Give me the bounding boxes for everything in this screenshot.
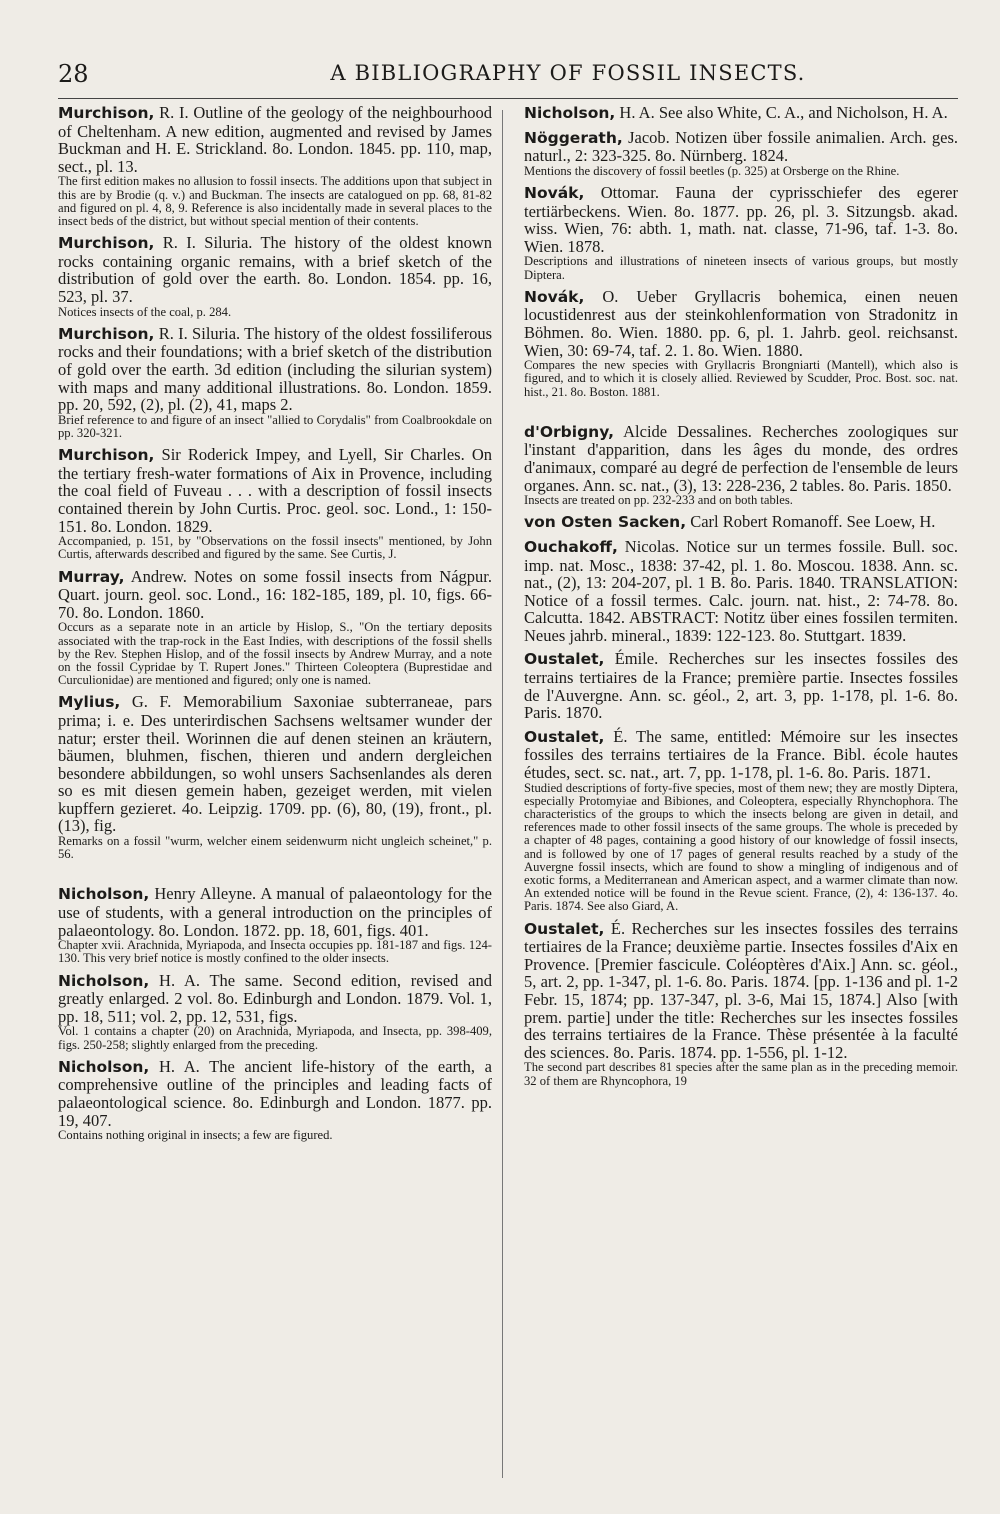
author-name: Nicholson,: [58, 885, 150, 904]
citation-text: R. I. Siluria. The history of the oldest fossiliferous rocks and their foundations; with a brief sketch of the distribution of gold over the earth. 3d edition (including the silurian system) with maps and many additional illustrations. 8o. London. 1859. pp. 20, 592, (2), pl. (2), 41, maps 2.: [58, 323, 492, 415]
bibliography-entry: [58, 446, 492, 561]
citation-text: Henry Alleyne. A manual of palaeontology for the use of students, with a general introduction on the principles of palaeontology. 8o. London. 1872. pp. 18, 601, figs. 401.: [58, 884, 492, 940]
author-name: Murchison,: [58, 446, 155, 465]
citation-text: H. A. See also White, C. A., and Nicholson, H. A.: [615, 103, 948, 122]
entry-citation: [524, 288, 958, 359]
entry-citation: [524, 728, 958, 782]
citation-text: H. A. The same. Second edition, revised and greatly enlarged. 2 vol. 8o. Edinburgh and London. 1879. Vol. 1, pp. 18, 511; vol. 2, pp. 12, 531, figs.: [58, 970, 492, 1026]
author-name: Oustalet,: [524, 919, 605, 938]
citation-text: É. The same, entitled: Mémoire sur les insectes fossiles des terrains tertiaires de la France. Bibl. école hautes études, sect. sc. nat., art. 7, pp. 1-178, pl. 1-6. 8o. Paris. 1871.: [524, 726, 958, 783]
entry-spacer: [58, 867, 492, 885]
bibliography-entry: [524, 650, 958, 721]
bibliography-entry: [524, 129, 958, 178]
author-name: Murchison,: [58, 324, 155, 343]
entry-note: Notices insects of the coal, p. 284.: [58, 304, 232, 319]
entry-note: Remarks on a fossil "wurm, welcher einem seidenwurm nicht ungleich scheinet," p. 56.: [58, 834, 492, 862]
running-title: A BIBLIOGRAPHY OF FOSSIL INSECTS.: [330, 61, 806, 85]
entry-note: Studied descriptions of forty-five species, most of them new; they are mostly Diptera, especially Protomyiae and Bibiones, and Coleoptera, especially Rhynchophora. The characteristics of the groups to which the insects belong are given in detail, and references made to other fossil insects of the same groups. The whole is preceded by a chapter of 48 pages, containing a good history of our knowledge of fossil insects, and is followed by one of 17 pages of general results reached by a study of the Auvergne fossil insects, which are found to show a mingling of indigenous and of exotic forms, a Mediterranean and American aspect, and a warmer climate than now. An extended notice will be found in the Revue scient. France, (2), 4: 136-137. 4o. Paris. 1874. See also Giard, A.: [524, 780, 958, 914]
bibliography-entry: [58, 972, 492, 1052]
entry-citation: [58, 885, 492, 939]
author-name: Nicholson,: [524, 104, 616, 122]
entry-citation: [524, 538, 958, 645]
citation-text: Andrew. Notes on some fossil insects from Nágpur. Quart. journ. geol. soc. Lond., 16: 182-185, 189, pl. 10, figs. 66-70. 8o. London. 1860.: [58, 566, 492, 622]
entry-citation: [524, 184, 958, 255]
author-name: Murchison,: [58, 104, 155, 122]
entry-note: Accompanied, p. 151, by "Observations on the fossil insects" mentioned, by John Curtis, afterwards described and figured by the same. See Curtis, J.: [58, 534, 492, 562]
entry-note: Vol. 1 contains a chapter (20) on Arachnida, Myriapoda, and Insecta, pp. 398-409, figs. 250-258; slightly enlarged from the preceding.: [58, 1024, 492, 1052]
author-name: Murray,: [58, 567, 125, 586]
entry-citation: [524, 129, 958, 165]
entry-citation: [58, 446, 492, 535]
bibliography-entry: [58, 325, 492, 440]
column-divider: [502, 110, 503, 1478]
author-name: Mylius,: [58, 693, 121, 712]
right-column: [524, 104, 958, 1094]
citation-text: Nicolas. Notice sur un termes fossile. Bull. soc. imp. nat. Mosc., 1838: 37-42, pl. 1. 8o. Moscou. 1838. Ann. sc. nat., (2), 13: 204-207, pl. 1 B. 8o. Paris. 1840. TRANSLATION: Notice of a fossil termes. Calc. journ. nat. hist., 2: 74-78. 8o. Calcutta. 1842. ABSTRACT: Notitz über eines fossilen termiten. Neues jahrb. mineral., 1839: 122-123. 8o. Stuttgart. 1839.: [524, 536, 958, 645]
author-name: Oustalet,: [524, 650, 605, 669]
author-name: Nöggerath,: [524, 128, 623, 147]
entry-note: Contains nothing original in insects; a few are figured.: [58, 1128, 333, 1143]
bibliography-entry: [58, 693, 492, 861]
bibliography-entry: [524, 513, 958, 532]
author-name: von Osten Sacken,: [524, 513, 687, 532]
entry-note: Compares the new species with Gryllacris Brongniarti (Mantell), which also is figured, and to which it is closely allied. Reviewed by Scudder, Proc. Bost. soc. nat. hist., 21. 8o. Boston. 1881.: [524, 358, 958, 399]
author-name: Nicholson,: [58, 971, 150, 990]
entry-citation: [58, 104, 492, 175]
citation-text: R. I. Siluria. The history of the oldest known rocks containing organic remains, with a brief sketch of the distribution of gold over the earth. 8o. London. 1854. pp. 16, 523, pl. 37.: [58, 233, 492, 306]
author-name: Ouchakoff,: [524, 537, 618, 556]
citation-text: Émile. Recherches sur les insectes fossiles des terrains tertiaires de la France; première partie. Insectes fossiles de l'Auvergne. Ann. sc. géol., 2, art. 3, pp. 1-178, pl. 1-6. 8o. Paris. 1870.: [524, 649, 958, 723]
citation-text: Alcide Dessalines. Recherches zoologiques sur l'instant d'apparition, dans les âges du monde, des ordres d'animaux, comparé au degré de perfection de l'ensemble de leurs organes. Ann. sc. nat., (3), 13: 228-236, 2 tables. 8o. Paris. 1850.: [524, 421, 958, 495]
left-column: [58, 104, 492, 1148]
entry-citation: [524, 650, 958, 721]
entry-note: The first edition makes no allusion to fossil insects. The additions upon that subject in this are by Brodie (q. v.) and Buckman. The insects are catalogued on pp. 68, 81-82 and figured on pl. 4, 8, 9. Reference is also incidentally made in several places to the insect beds of the district, but without special mention of their contents.: [58, 174, 492, 228]
entry-citation: [524, 104, 958, 123]
author-name: Nicholson,: [58, 1057, 150, 1076]
entry-citation: [58, 234, 492, 305]
citation-text: Ottomar. Fauna der cyprisschiefer des egerer tertiärbeckens. Wien. 8o. 1877. pp. 26, pl. 3. Sitzungsb. akad. wiss. Wien, 76: abth. 1, math. nat. classe, 71-96, taf. 1-3. 8o. Wien. 1878.: [524, 182, 958, 256]
bibliography-entry: [58, 568, 492, 688]
entry-citation: [58, 972, 492, 1026]
entry-citation: [524, 423, 958, 494]
entry-citation: [58, 568, 492, 622]
bibliography-entry: [524, 104, 958, 123]
bibliography-entry: [524, 184, 958, 282]
bibliography-entry: [58, 104, 492, 228]
entry-note: The second part describes 81 species after the same plan as in the preceding memoir. 32 of them are Rhyncophora, 19: [524, 1060, 958, 1088]
entry-note: Insects are treated on pp. 232-233 and on both tables.: [524, 493, 793, 508]
citation-text: Carl Robert Romanoff. See Loew, H.: [686, 512, 936, 532]
citation-text: Jacob. Notizen über fossile animalien. Arch. ges. naturl., 2: 323-325. 8o. Nürnberg. 1824.: [524, 127, 958, 166]
citation-text: Sir Roderick Impey, and Lyell, Sir Charles. On the tertiary fresh-water formations of Aix in Provence, including the coal field of Fuveau . . . with a description of fossil insects contained therein by John Curtis. Proc. geol. soc. Lond., 1: 150-151. 8o. London. 1829.: [58, 445, 492, 536]
entry-citation: [58, 325, 492, 414]
author-name: Novák,: [524, 287, 585, 306]
author-name: d'Orbigny,: [524, 422, 614, 441]
bibliography-entry: [524, 288, 958, 399]
bibliography-entry: [58, 885, 492, 965]
citation-text: R. I. Outline of the geology of the neighbourhood of Cheltenham. A new edition, augmented and revised by James Buckman and H. E. Strickland. 8o. London. 1845. pp. 110, map, sect., pl. 13.: [58, 103, 492, 176]
bibliography-entry: [524, 728, 958, 914]
bibliography-entry: [58, 1058, 492, 1143]
citation-text: O. Ueber Gryllacris bohemica, einen neuen locustidenrest aus der steinkohlenformation von Stradonitz in Böhmen. 8o. Wien. 1880. pp. 6, pl. 1. Jahrb. geol. reichsanst. Wien, 30: 69-74, taf. 2. 1. 8o. Wien. 1880.: [524, 286, 958, 360]
entry-note: Mentions the discovery of fossil beetles (p. 325) at Orsberge on the Rhine.: [524, 163, 900, 178]
author-name: Oustalet,: [524, 727, 605, 746]
entry-citation: [58, 693, 492, 835]
bibliography-entry: [524, 920, 958, 1088]
page-header: [58, 58, 958, 99]
author-name: Murchison,: [58, 234, 155, 253]
entry-note: Brief reference to and figure of an insect "allied to Corydalis" from Coalbrookdale on pp. 320-321.: [58, 412, 492, 440]
entry-citation: [58, 1058, 492, 1129]
entry-spacer: [524, 405, 958, 423]
entry-note: Occurs as a separate note in an article by Hislop, S., "On the tertiary deposits associated with the trap-rock in the East Indies, with descriptions of the fossil shells by the Rev. Stephen Hislop, and of the fossil insects by Andrew Murray, and a note on the fossil Cypridae by T. Rupert Jones." Thirteen Coleoptera (Buprestidae and Curculionidae) are mentioned and figured; only one is named.: [58, 620, 492, 688]
bibliography-entry: [524, 423, 958, 508]
author-name: Novák,: [524, 183, 585, 202]
bibliography-entry: [58, 234, 492, 319]
citation-text: É. Recherches sur les insectes fossiles des terrains tertiaires de la France; deuxième partie. Insectes fossiles d'Aix en Provence. [Premier fascicule. Coléoptères d'Aix.] Ann. sc. géol., 5, art. 2, pp. 1-347, pl. 1-6. 8o. Paris. 1874. [pp. 1-136 and pl. 1-2 Febr. 15, 1874; pp. 137-347, pl. 3-6, Mai 15, 1874.] Also [with prem. partie] under the title: Recherches sur les insectes fossiles des terrains tertiaires de la France. Thèse présentée à la faculté des sciences. 8o. Paris. 1874. pp. 1-556, pl. 1-12.: [524, 918, 958, 1062]
entry-note: Descriptions and illustrations of nineteen insects of various groups, but mostly Diptera.: [524, 254, 958, 282]
citation-text: G. F. Memorabilium Saxoniae subterraneae, pars prima; i. e. Des unterirdischen Sachsens weltsamer wunder der natur; erster theil. Worinnen die auf denen steinen an kräutern, bäumen, bluhmen, fischen, thieren und andern dergleichen besondere abbildungen, so wohl unsers Sachsenlandes als deren so es mit diesen gemein haben, gezeiget werden, mit vielen kupffern gezieret. 4o. Leipzig. 1709. pp. (6), 80, (19), front., pl. (13), fig.: [58, 692, 492, 836]
entry-note: Chapter xvii. Arachnida, Myriapoda, and Insecta occupies pp. 181-187 and figs. 124-130. This very brief notice is mostly confined to the older insects.: [58, 938, 492, 966]
bibliography-entry: [524, 538, 958, 645]
entry-citation: [524, 513, 958, 532]
citation-text: H. A. The ancient life-history of the earth, a comprehensive outline of the principles and leading facts of palaeontological science. 8o. Edinburgh and London. 1877. pp. 19, 407.: [58, 1056, 492, 1130]
entry-citation: [524, 920, 958, 1062]
page-number: 28: [58, 60, 89, 88]
